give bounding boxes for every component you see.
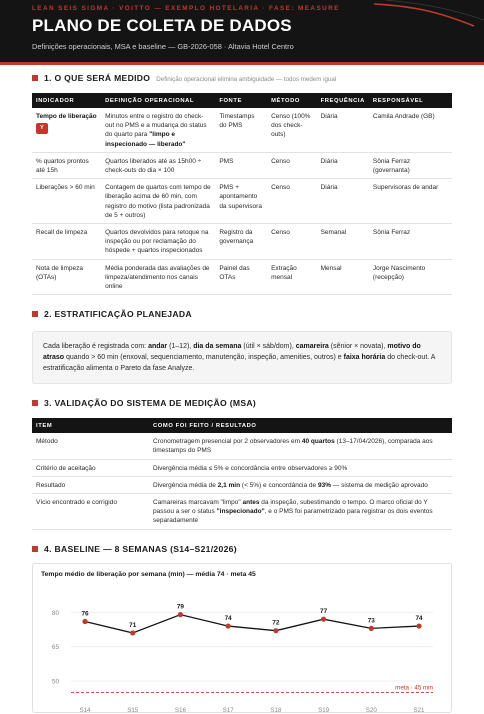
owner-cell: Camila Andrade (GB) xyxy=(369,108,452,152)
x-tick-label: S15 xyxy=(127,706,139,714)
owner-cell: Jorge Nascimento (recepção) xyxy=(369,259,452,295)
y-badge: Y xyxy=(36,123,48,134)
data-label: 74 xyxy=(224,614,232,622)
result-text: Cronometragem presencial por 2 observadores em xyxy=(153,438,302,446)
definition-cell: Quartos liberados até as 15h00 ÷ check-outs do dia × 100 xyxy=(101,152,215,178)
callout-text: (sênior × novata), xyxy=(328,343,388,351)
section-title: 4. BASELINE — 8 SEMANAS (S14–S21/2026) xyxy=(44,543,237,554)
data-point xyxy=(416,623,421,628)
callout-text: do check-out. A estratificação alimenta o Pareto da fase Analyze. xyxy=(43,354,436,373)
data-point xyxy=(178,612,183,617)
target-label: meta · 45 min xyxy=(395,684,433,692)
section-marker-icon xyxy=(32,546,38,552)
method-cell: Censo (100% dos check-outs) xyxy=(267,108,317,152)
indicator-cell: Liberações > 60 min xyxy=(32,179,101,224)
x-tick-label: S16 xyxy=(174,706,186,714)
indicator-cell: Nota de limpeza (OTAs) xyxy=(32,259,101,295)
source-cell: Timestamps do PMS xyxy=(215,108,267,152)
table-header-row xyxy=(32,418,452,433)
owner-cell: Sônia Ferraz (governanta) xyxy=(369,152,452,178)
owner-cell: Sônia Ferraz xyxy=(369,224,452,260)
frequency-cell: Diária xyxy=(317,108,369,152)
definition-cell xyxy=(101,108,215,152)
method-cell: Censo xyxy=(267,152,317,178)
column-header: INDICADOR xyxy=(32,93,101,108)
x-tick-label: S17 xyxy=(222,706,234,714)
report-header xyxy=(0,0,484,62)
column-header: COMO FOI FEITO / RESULTADO xyxy=(149,418,452,433)
indicator-cell: % quartos prontos até 15h xyxy=(32,152,101,178)
data-label: 71 xyxy=(129,621,137,629)
result-emphasis: 2,1 min xyxy=(217,481,241,489)
definition-cell: Média ponderada das avaliações de limpeza/atendimento nos canais online xyxy=(101,259,215,295)
callout-emphasis: dia da semana xyxy=(193,343,242,351)
data-label: 77 xyxy=(320,607,328,615)
baseline-chart-card xyxy=(32,563,452,713)
result-text: — sistema de medição aprovado xyxy=(330,481,428,489)
column-header: DEFINIÇÃO OPERACIONAL xyxy=(101,93,215,108)
msa-result-cell xyxy=(149,494,452,530)
data-point xyxy=(130,630,135,635)
section-msa xyxy=(0,398,484,529)
data-label: 74 xyxy=(415,614,423,622)
frequency-cell: Mensal xyxy=(317,259,369,295)
callout-emphasis: faixa horária xyxy=(343,354,386,362)
section-note: Definição operacional elimina ambiguidade — todos medem igual xyxy=(156,76,337,83)
table-row xyxy=(32,459,452,476)
table-row xyxy=(32,433,452,459)
section-stratification xyxy=(0,309,484,384)
table-row xyxy=(32,476,452,493)
result-text: Divergência média de xyxy=(153,481,218,489)
baseline-line-chart xyxy=(33,564,453,714)
section-title: 2. ESTRATIFICAÇÃO PLANEJADA xyxy=(44,309,192,320)
callout-emphasis: camareira xyxy=(295,343,329,351)
measures-table xyxy=(32,93,452,295)
section-baseline xyxy=(0,544,484,713)
definition-text: Minutos entre o registro do check-out no PMS e a mudança do status do quarto para xyxy=(105,113,207,139)
table-row xyxy=(32,179,452,224)
header-accent-rule xyxy=(0,62,484,65)
msa-result-cell xyxy=(149,433,452,459)
table-row xyxy=(32,224,452,260)
result-emphasis: antes xyxy=(242,499,260,507)
callout-text: (1–12), xyxy=(167,343,194,351)
result-text: da inspeção, subestimando o tempo. O marco oficial do Y passou a ser o status xyxy=(153,499,428,516)
definition-emphasis: "limpo e inspecionado — liberado" xyxy=(105,131,186,148)
result-emphasis: 93% xyxy=(317,481,331,489)
callout-emphasis: motivo do atraso xyxy=(43,343,421,362)
data-label: 76 xyxy=(81,610,89,618)
y-tick-label: 50 xyxy=(51,678,59,686)
source-cell: PMS + apontamento da supervisora xyxy=(215,179,267,224)
indicator-name: Tempo de liberação xyxy=(36,113,97,120)
result-text: (13–17/04/2026), comparada aos timestamps do PMS xyxy=(153,438,433,455)
msa-item-cell: Critério de aceitação xyxy=(32,459,149,476)
section-title: 3. VALIDAÇÃO DO SISTEMA DE MEDIÇÃO (MSA) xyxy=(44,398,257,409)
page-subtitle: Definições operacionais, MSA e baseline — GB-2026-058 · Altavia Hotel Centro xyxy=(32,42,294,51)
callout-text: Cada liberação é registrada com: xyxy=(43,343,149,351)
msa-result-cell: Divergência média ≤ 5% e concordância entre observadores ≥ 90% xyxy=(149,459,452,476)
x-tick-label: S18 xyxy=(270,706,282,714)
section-what-to-measure xyxy=(0,73,484,295)
definition-cell: Quartos devolvidos para retoque na inspeção ou por reclamação do hóspede + quartos inspecionados xyxy=(101,224,215,260)
section-marker-icon xyxy=(32,311,38,317)
column-header: ITEM xyxy=(32,418,149,433)
x-tick-label: S19 xyxy=(318,706,330,714)
page-title: PLANO DE COLETA DE DADOS xyxy=(32,16,292,35)
column-header: FONTE xyxy=(215,93,267,108)
data-label: 73 xyxy=(367,617,375,625)
frequency-cell: Diária xyxy=(317,152,369,178)
data-point xyxy=(321,616,326,621)
method-cell: Extração mensal xyxy=(267,259,317,295)
table-row xyxy=(32,259,452,295)
msa-item-cell: Resultado xyxy=(32,476,149,493)
method-cell: Censo xyxy=(267,179,317,224)
indicator-cell: Recall de limpeza xyxy=(32,224,101,260)
msa-item-cell: Método xyxy=(32,433,149,459)
section-marker-icon xyxy=(32,75,38,81)
chart-title: Tempo médio de liberação por semana (min) — média 74 · meta 45 xyxy=(41,570,256,578)
x-tick-label: S14 xyxy=(79,706,91,714)
y-tick-label: 65 xyxy=(51,643,59,651)
column-header: MÉTODO xyxy=(267,93,317,108)
decorative-curve-icon xyxy=(364,0,484,62)
msa-item-cell: Vício encontrado e corrigido xyxy=(32,494,149,530)
data-point xyxy=(226,623,231,628)
definition-cell: Contagem de quartos com tempo de liberação acima de 60 min, com registro do motivo (lista padronizada de 5 + outros) xyxy=(101,179,215,224)
table-row xyxy=(32,152,452,178)
data-point xyxy=(273,628,278,633)
result-emphasis: 40 quartos xyxy=(301,438,335,446)
column-header: FREQUÊNCIA xyxy=(317,93,369,108)
data-point xyxy=(82,619,87,624)
frequency-cell: Semanal xyxy=(317,224,369,260)
data-label: 72 xyxy=(272,619,280,627)
source-cell: PMS xyxy=(215,152,267,178)
table-row xyxy=(32,494,452,530)
callout-text: (útil × sáb/dom), xyxy=(241,343,296,351)
result-text: , e o PMS foi parametrizado para registrar os dois eventos separadamente xyxy=(153,508,433,525)
callout-text: quando > 60 min (enxoval, sequenciamento, manutenção, inspeção, amenities, outros) e xyxy=(64,354,344,362)
result-emphasis: "inspecionado" xyxy=(216,508,265,516)
source-cell: Painel das OTAs xyxy=(215,259,267,295)
header-kicker: LEAN SEIS SIGMA · VOITTO — EXEMPLO HOTELARIA · FASE: MEASURE xyxy=(32,5,340,12)
column-header: RESPONSÁVEL xyxy=(369,93,452,108)
data-point xyxy=(369,625,374,630)
x-tick-label: S20 xyxy=(365,706,377,714)
section-heading xyxy=(32,309,452,319)
section-title: 1. O QUE SERÁ MEDIDO xyxy=(44,73,151,83)
section-heading xyxy=(32,73,452,83)
result-text: (< 5%) e concordância de xyxy=(240,481,318,489)
msa-result-cell xyxy=(149,476,452,493)
frequency-cell: Diária xyxy=(317,179,369,224)
data-label: 79 xyxy=(176,603,184,611)
method-cell: Censo xyxy=(267,224,317,260)
owner-cell: Supervisoras de andar xyxy=(369,179,452,224)
stratification-callout xyxy=(32,331,452,384)
section-heading xyxy=(32,544,452,554)
source-cell: Registro da governança xyxy=(215,224,267,260)
y-tick-label: 80 xyxy=(51,609,59,617)
indicator-cell xyxy=(32,108,101,152)
section-marker-icon xyxy=(32,400,38,406)
result-text: Camareiras marcavam "limpo" xyxy=(153,499,243,507)
table-header-row xyxy=(32,93,452,108)
x-tick-label: S21 xyxy=(413,706,425,714)
section-heading xyxy=(32,398,452,408)
msa-table xyxy=(32,418,452,529)
callout-emphasis: andar xyxy=(148,343,168,351)
table-row xyxy=(32,108,452,152)
